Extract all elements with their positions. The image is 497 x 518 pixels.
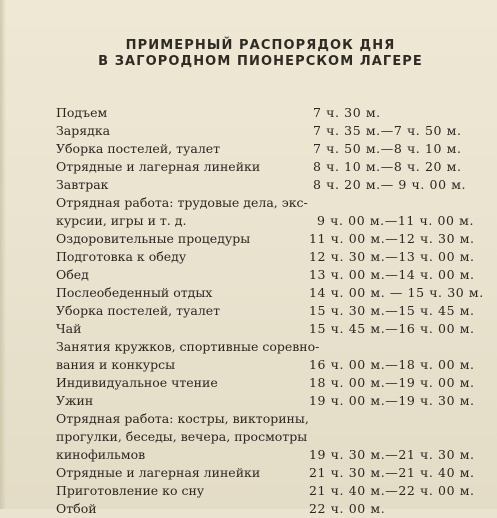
activity: Уборка постелей, туалет — [56, 141, 221, 156]
page-edge-shadow — [0, 0, 6, 509]
schedule-row — [56, 392, 476, 410]
activity: Отрядные и лагерная линейки — [56, 465, 261, 480]
schedule-row — [56, 482, 476, 500]
activity: Отрядная работа: костры, викторины, прогулки, беседы, вечера, просмотры кинофильмов — [56, 411, 309, 462]
time: 19 ч. 30 м.—21 ч. 30 м. — [309, 447, 475, 462]
activity: Оздоровительные процедуры — [56, 231, 251, 246]
schedule-row — [56, 464, 476, 482]
activity: Ужин — [56, 393, 94, 408]
time: 9 ч. 00 м.—11 ч. 00 м. — [317, 213, 475, 228]
schedule-row — [56, 140, 476, 158]
schedule-row — [56, 194, 476, 230]
schedule-row — [56, 266, 476, 284]
schedule-row — [56, 122, 476, 140]
activity: Подъем — [56, 105, 108, 120]
schedule-row — [56, 176, 476, 194]
time: 8 ч. 10 м.—8 ч. 20 м. — [313, 159, 462, 174]
activity: Отбой — [56, 501, 97, 516]
time: 15 ч. 45 м.—16 ч. 00 м. — [309, 321, 475, 336]
schedule-row — [56, 320, 476, 338]
activity: Приготовление ко сну — [56, 483, 205, 498]
schedule-row — [56, 248, 476, 266]
time: 21 ч. 30 м.—21 ч. 40 м. — [309, 465, 475, 480]
time: 16 ч. 00 м.—18 ч. 00 м. — [309, 357, 475, 372]
schedule-row — [56, 104, 476, 122]
schedule-row — [56, 338, 476, 374]
activity: Подготовка к обеду — [56, 249, 187, 264]
schedule-list — [56, 104, 484, 518]
time: 21 ч. 40 м.—22 ч. 00 м. — [309, 483, 475, 498]
time: 13 ч. 00 м.—14 ч. 00 м. — [309, 267, 475, 282]
schedule-row — [56, 374, 476, 392]
time: 14 ч. 00 м. — 15 ч. 30 м. — [309, 285, 484, 300]
schedule-row — [56, 158, 476, 176]
time: 15 ч. 30 м.—15 ч. 45 м. — [309, 303, 475, 318]
activity: Отрядные и лагерная линейки — [56, 159, 261, 174]
activity: Зарядка — [56, 123, 111, 138]
schedule-row — [56, 410, 476, 464]
activity: Индивидуальное чтение — [56, 375, 218, 390]
activity: Послеобеденный отдых — [56, 285, 213, 300]
schedule-row — [56, 230, 476, 248]
time: 12 ч. 30 м.—13 ч. 00 м. — [309, 249, 475, 264]
time: 7 ч. 50 м.—8 ч. 10 м. — [313, 141, 462, 156]
time: 11 ч. 00 м.—12 ч. 30 м. — [309, 231, 475, 246]
schedule-row — [56, 284, 484, 302]
activity: Занятия кружков, спортивные соревно- вания и конкурсы — [56, 339, 320, 372]
schedule-row — [56, 500, 476, 518]
activity: Уборка постелей, туалет — [56, 303, 221, 318]
time: 19 ч. 00 м.—19 ч. 30 м. — [309, 393, 475, 408]
time: 7 ч. 30 м. — [313, 105, 381, 120]
title-line-1: ПРИМЕРНЫЙ РАСПОРЯДОК ДНЯ — [125, 38, 396, 53]
activity: Чай — [56, 321, 82, 336]
time: 18 ч. 00 м.—19 ч. 00 м. — [309, 375, 475, 390]
title-line-2: В ЗАГОРОДНОМ ПИОНЕРСКОМ ЛАГЕРЕ — [98, 54, 423, 69]
activity: Завтрак — [56, 177, 109, 192]
time: 8 ч. 20 м.— 9 ч. 00 м. — [313, 177, 467, 192]
time: 7 ч. 35 м.—7 ч. 50 м. — [313, 123, 462, 138]
activity: Отрядная работа: трудовые дела, экс- курсии, игры и т. д. — [56, 195, 308, 228]
activity: Обед — [56, 267, 89, 282]
time: 22 ч. 00 м. — [309, 501, 386, 516]
schedule-row — [56, 302, 476, 320]
